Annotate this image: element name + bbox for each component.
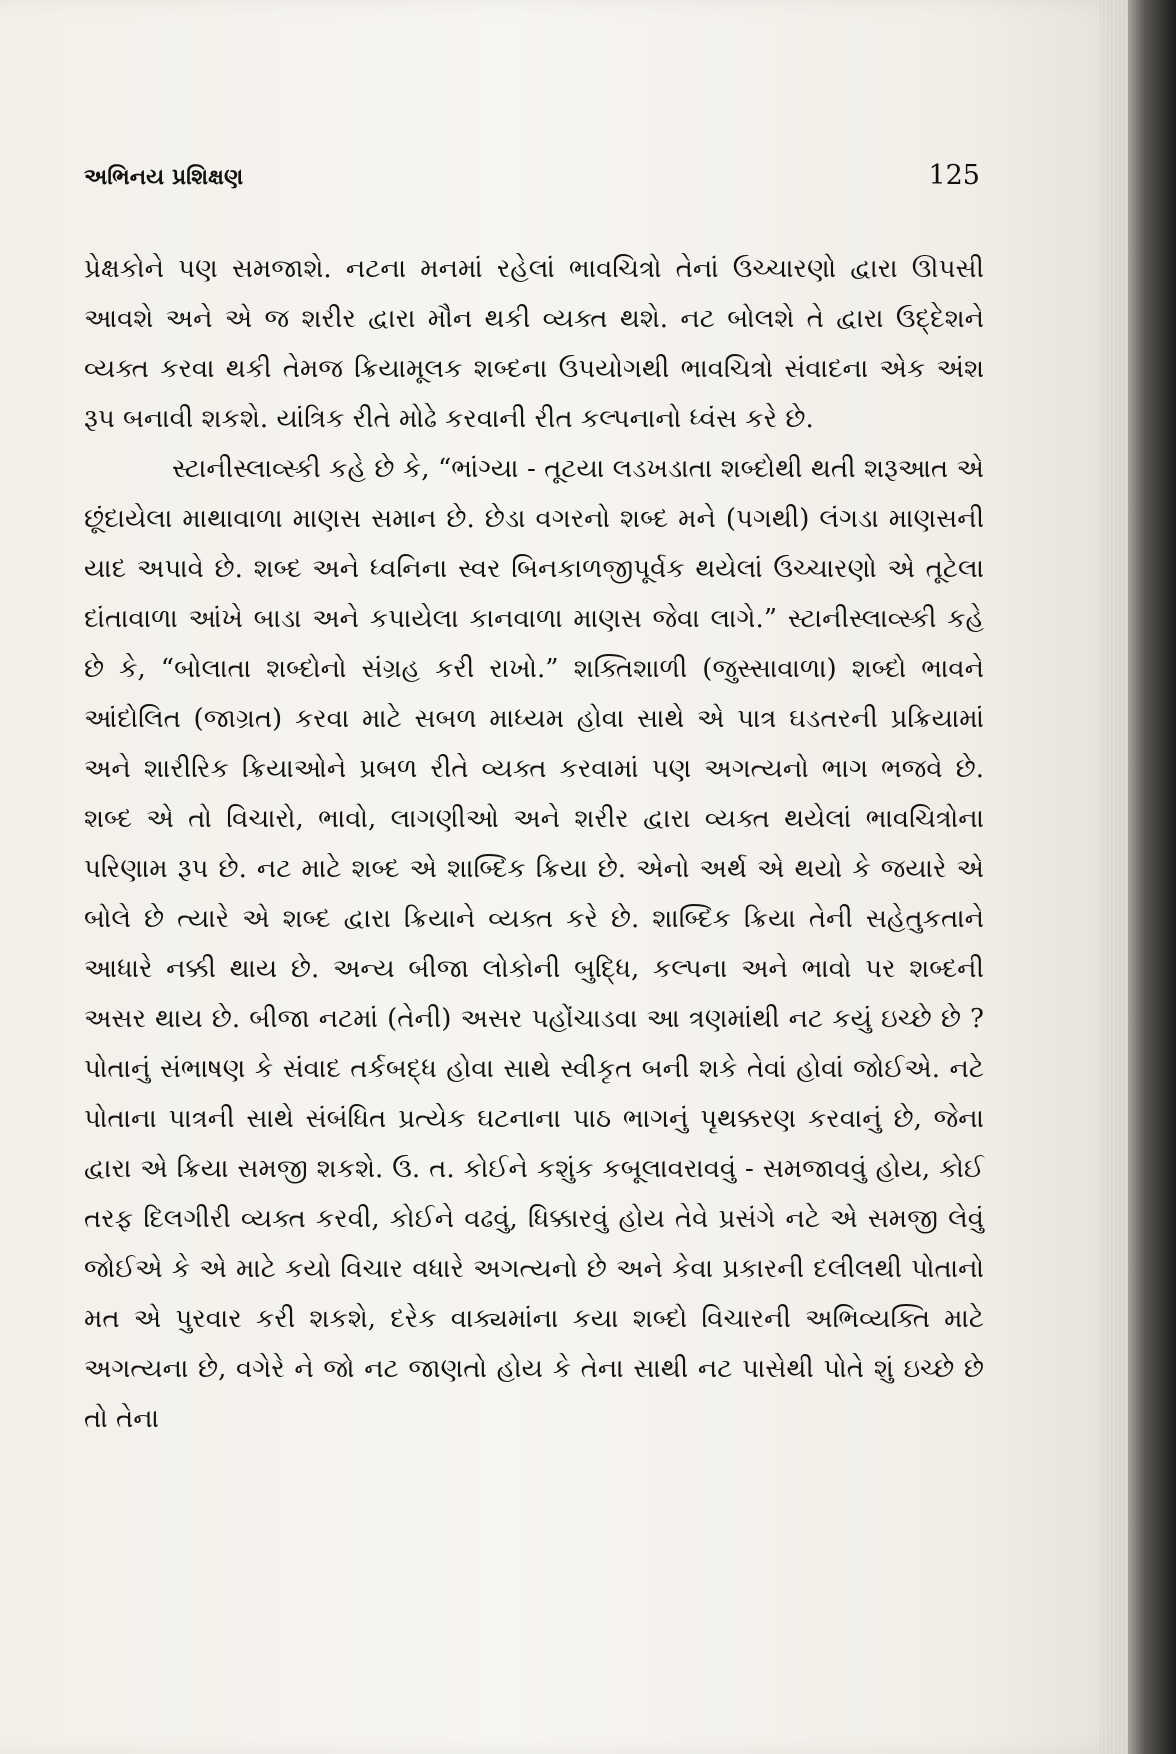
body-text [84, 244, 984, 1444]
paragraph: સ્ટાનીસ્લાવ્સ્કી કહે છે કે, “ભાંગ્યા - તૂટયા લડખડાતા શબ્દોથી થતી શરૂઆત એ છૂંદાયેલા માથાવાળા માણસ સમાન છે. છેડા વગરનો શબ્દ મને (પગથી) લંગડા માણસની યાદ અપાવે છે. શબ્દ અને ધ્વનિના સ્વર બિનકાળજીપૂર્વક થયેલાં ઉચ્ચારણો એ તૂટેલા દાંતાવાળા આંખે બાડા અને કપાયેલા કાનવાળા માણસ જેવા લાગે.” સ્ટાનીસ્લાવ્સ્કી કહે છે કે, “બોલાતા શબ્દોનો સંગ્રહ કરી રાખો.” શક્તિશાળી (જુસ્સાવાળા) શબ્દો ભાવને આંદોલિત (જાગ્રત) કરવા માટે સબળ માધ્યમ હોવા સાથે એ પાત્ર ઘડતરની પ્રક્રિયામાં અને શારીરિક ક્રિયાઓને પ્રબળ રીતે વ્યક્ત કરવામાં પણ અગત્યનો ભાગ ભજવે છે. શબ્દ એ તો વિચારો, ભાવો, લાગણીઓ અને શરીર દ્વારા વ્યક્ત થયેલાં ભાવચિત્રોના પરિણામ રૂપ છે. નટ માટે શબ્દ એ શાબ્દિક ક્રિયા છે. એનો અર્થ એ થયો કે જયારે એ બોલે છે ત્યારે એ શબ્દ દ્વારા ક્રિયાને વ્યક્ત કરે છે. શાબ્દિક ક્રિયા તેની સહેતુકતાને આધારે નક્કી થાય છે. અન્ય બીજા લોકોની બુદ્ધિ, કલ્પના અને ભાવો પર શબ્દની અસર થાય છે. બીજા નટમાં (તેની) અસર પહોંચાડવા આ ત્રણમાંથી નટ કયું ઇચ્છે છે ? પોતાનું સંભાષણ કે સંવાદ તર્કબદ્ધ હોવા સાથે સ્વીકૃત બની શકે તેવાં હોવાં જોઈએ. નટે પોતાના પાત્રની સાથે સંબંધિત પ્રત્યેક ઘટનાના પાઠ ભાગનું પૃથક્કરણ કરવાનું છે, જેના દ્વારા એ ક્રિયા સમજી શકશે. ઉ. ત. કોઈને કશુંક કબૂલાવરાવવું - સમજાવવું હોય, કોઈ તરફ દિલગીરી વ્યક્ત કરવી, કોઈને વઢવું, ધિક્કારવું હોય તેવે પ્રસંગે નટે એ સમજી લેવું જોઈએ કે એ માટે કયો વિચાર વધારે અગત્યનો છે અને કેવા પ્રકારની દલીલથી પોતાનો મત એ પુરવાર કરી શકશે, દરેક વાક્યમાંના કયા શબ્દો વિચારની અભિવ્યક્તિ માટે અગત્યના છે, વગેરે ને જો નટ જાણતો હોય કે તેના સાથી નટ પાસેથી પોતે શું ઇચ્છે છે તો તેના [84, 454, 984, 1434]
page-edge [1100, 0, 1128, 1754]
paragraph: પ્રેક્ષકોને પણ સમજાશે. નટના મનમાં રહેલાં ભાવચિત્રો તેનાં ઉચ્ચારણો દ્વારા ઊપસી આવશે અને એ જ શરીર દ્વારા મૌન થકી વ્યક્ત થશે. નટ બોલશે તે દ્વારા ઉદ્દેશને વ્યક્ત કરવા થકી તેમજ ક્રિયામૂલક શબ્દના ઉપયોગથી ભાવચિત્રો સંવાદના એક અંશ રૂપ બનાવી શકશે. યાંત્રિક રીતે મોઢે કરવાની રીત કલ્પનાનો ધ્વંસ કરે છે. [84, 254, 984, 434]
page-number: 125 [928, 160, 980, 191]
book-outer-edge [1128, 0, 1176, 1754]
running-header [84, 160, 984, 200]
chapter-title: અભિનય પ્રશિક્ષણ [84, 164, 244, 190]
